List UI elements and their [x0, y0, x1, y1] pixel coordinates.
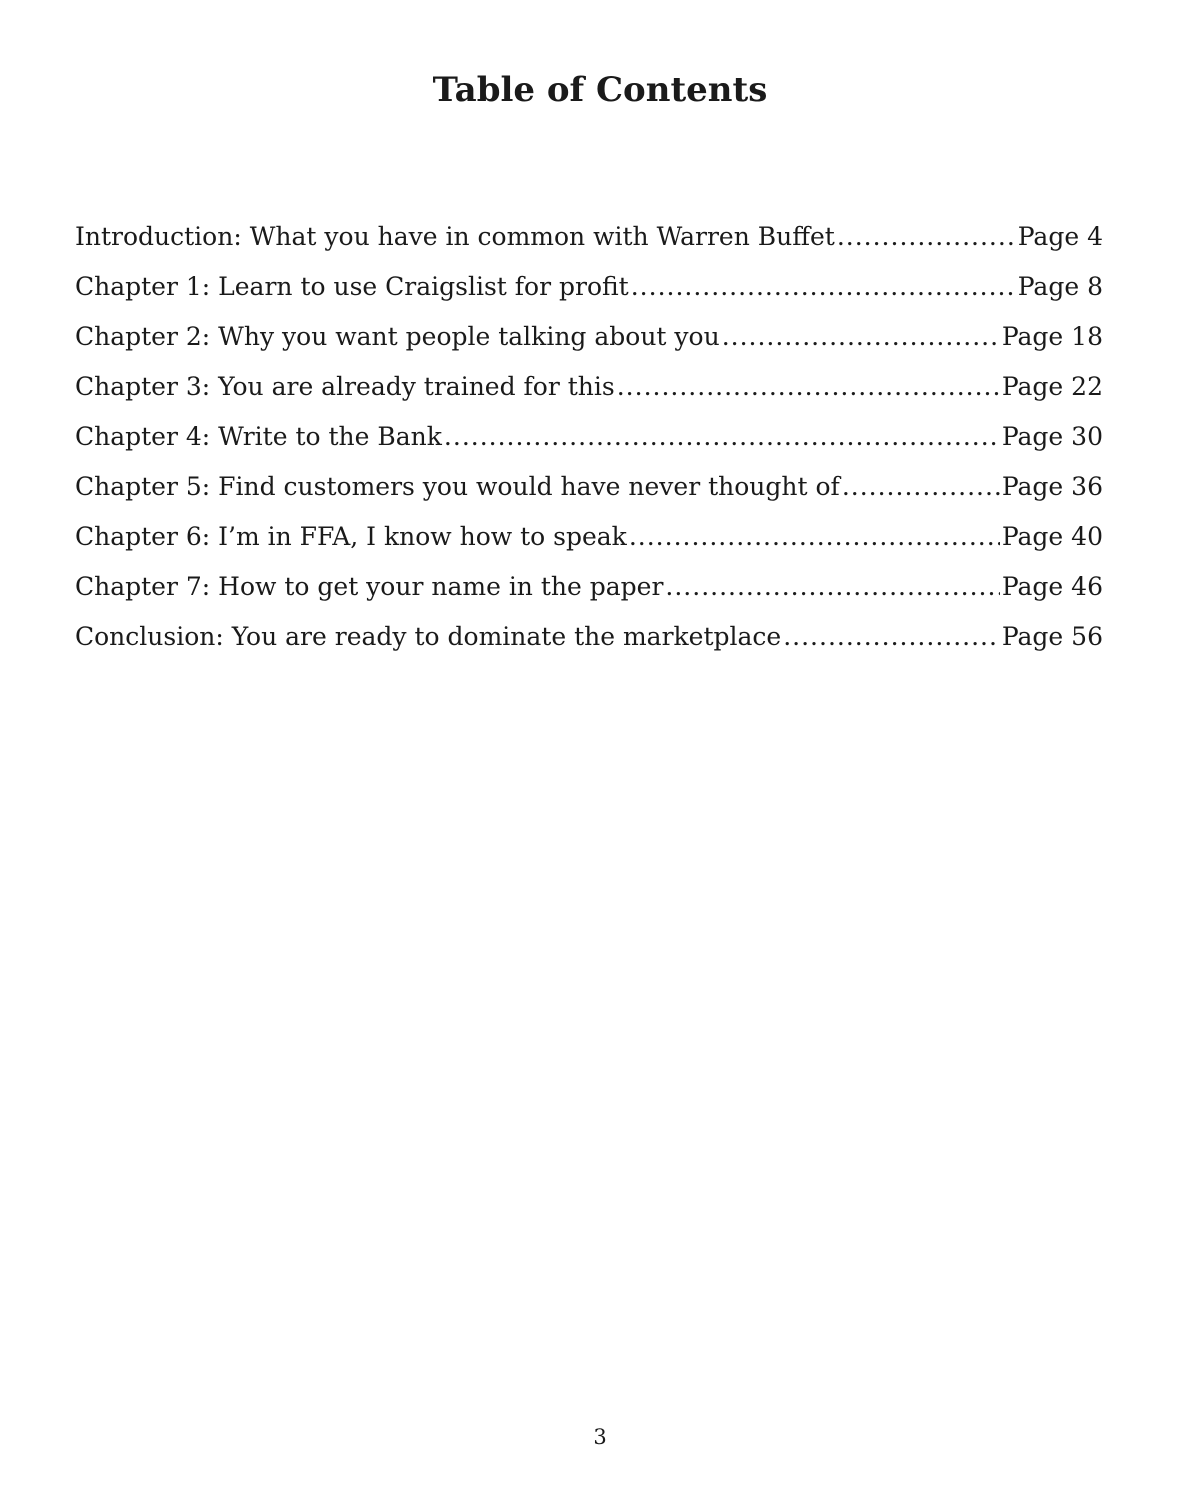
toc-entry-title: Chapter 6: I’m in FFA, I know how to speak: [75, 522, 627, 551]
toc-entry-page: Page 46: [1001, 572, 1103, 601]
dot-leader: [444, 414, 1000, 460]
dot-leader: [783, 614, 1000, 660]
dot-leader: [837, 214, 1016, 260]
dot-leader: [631, 264, 1016, 310]
table-of-contents: [75, 214, 1103, 664]
toc-entry-page: Page 30: [1001, 422, 1103, 451]
dot-leader: [617, 364, 1000, 410]
toc-entry-page: Page 18: [1001, 322, 1103, 351]
dot-leader: [629, 514, 1000, 560]
toc-entry-title: Chapter 3: You are already trained for this: [75, 372, 615, 401]
toc-entry-chapter-1[interactable]: [75, 264, 1103, 314]
toc-entry-page: Page 40: [1001, 522, 1103, 551]
page-number: 3: [593, 1425, 607, 1449]
toc-entry-introduction[interactable]: [75, 214, 1103, 264]
toc-entry-title: Chapter 5: Find customers you would have never thought of: [75, 472, 840, 501]
dot-leader: [842, 464, 1000, 510]
toc-entry-chapter-3[interactable]: [75, 364, 1103, 414]
toc-entry-page: Page 36: [1001, 472, 1103, 501]
dot-leader: [722, 314, 1000, 360]
toc-entry-title: Chapter 2: Why you want people talking about you: [75, 322, 720, 351]
toc-entry-chapter-7[interactable]: [75, 564, 1103, 614]
toc-entry-page: Page 22: [1001, 372, 1103, 401]
toc-entry-page: Page 4: [1017, 222, 1103, 251]
toc-entry-page: Page 56: [1001, 622, 1103, 651]
toc-entry-title: Chapter 7: How to get your name in the paper: [75, 572, 664, 601]
dot-leader: [665, 564, 999, 610]
toc-entry-page: Page 8: [1017, 272, 1103, 301]
toc-entry-conclusion[interactable]: [75, 614, 1103, 664]
toc-entry-chapter-2[interactable]: [75, 314, 1103, 364]
toc-entry-title: Chapter 1: Learn to use Craigslist for profit: [75, 272, 629, 301]
toc-entry-title: Introduction: What you have in common with Warren Buffet: [75, 222, 835, 251]
toc-entry-chapter-6[interactable]: [75, 514, 1103, 564]
toc-entry-title: Conclusion: You are ready to dominate the marketplace: [75, 622, 782, 651]
toc-entry-chapter-5[interactable]: [75, 464, 1103, 514]
toc-entry-chapter-4[interactable]: [75, 414, 1103, 464]
toc-entry-title: Chapter 4: Write to the Bank: [75, 422, 442, 451]
page-title: Table of Contents: [432, 70, 768, 110]
